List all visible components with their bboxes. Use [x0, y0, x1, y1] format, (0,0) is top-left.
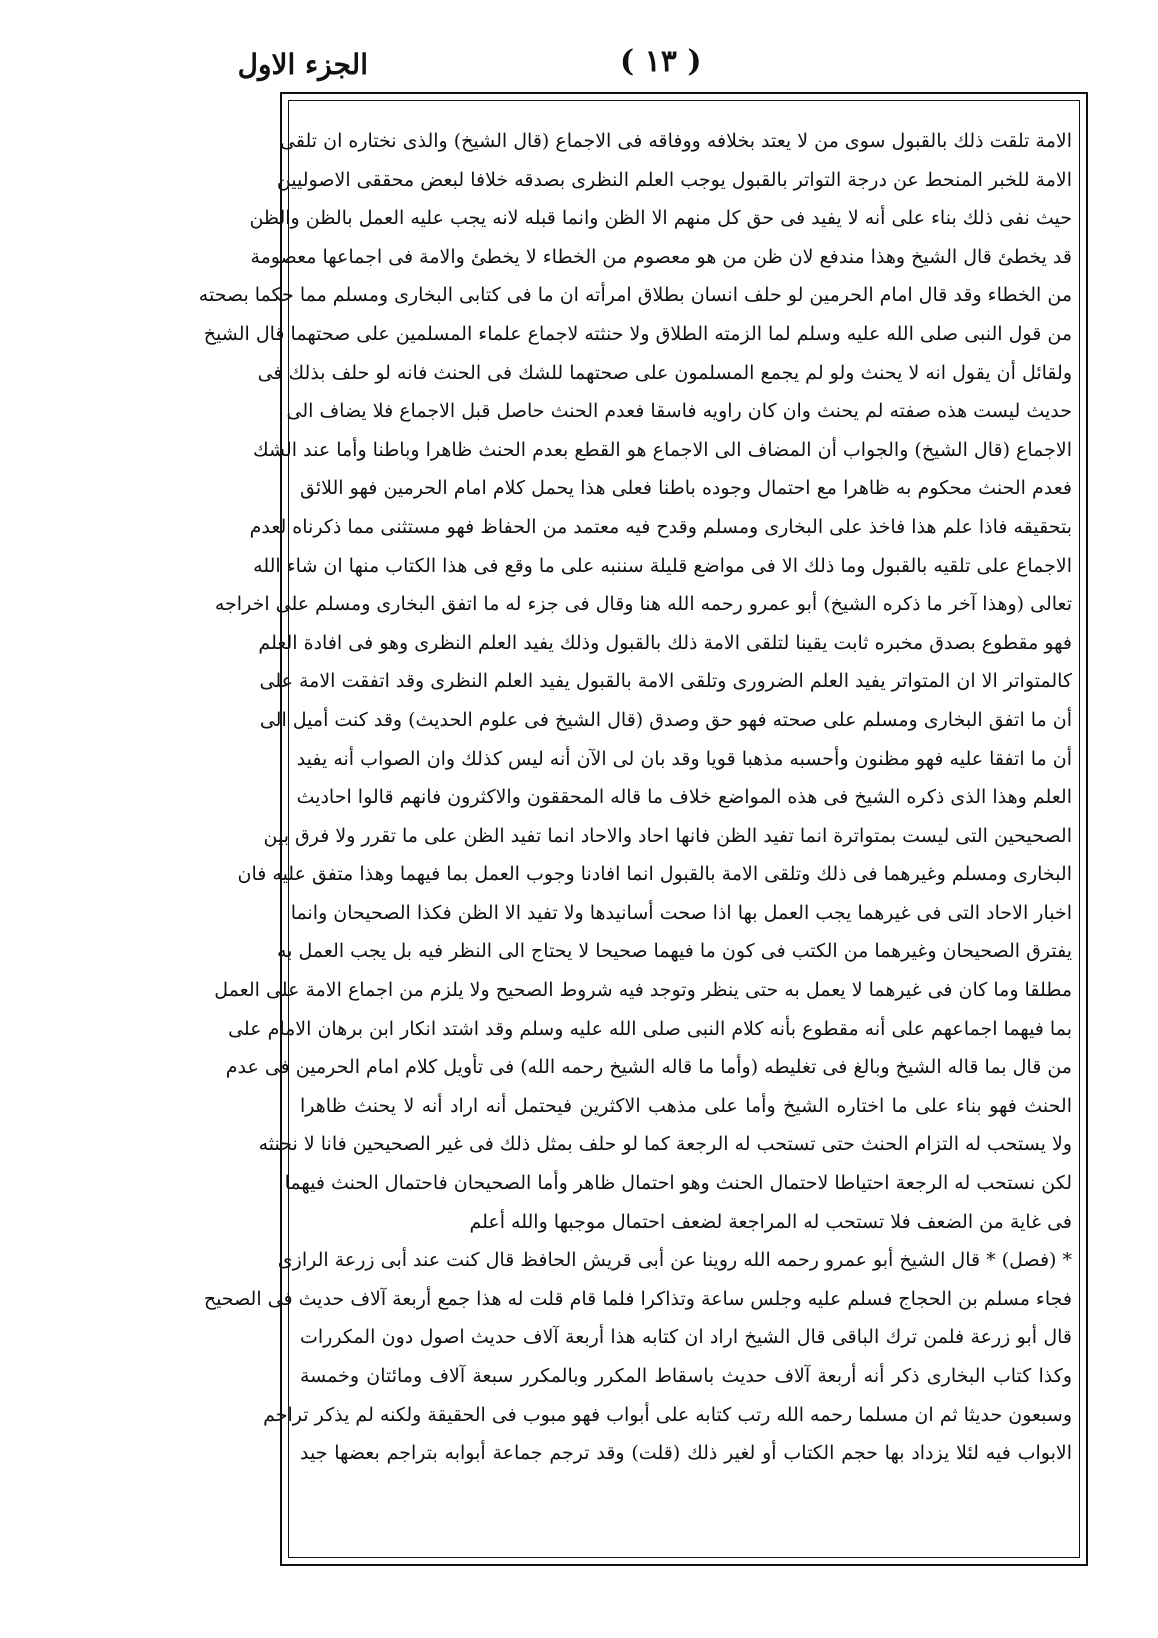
text-line: الامة للخبر المنحط عن درجة التواتر بالقبول يوجب العلم النظرى بصدقه خلافا لبعض محققى الاصوليين	[276, 168, 1072, 191]
text-line: كالمتواتر الا ان المتواتر يفيد العلم الضرورى وتلقى الامة بالقبول يفيد العلم النظرى وقد اتفقت الامة على	[259, 670, 1072, 693]
text-line: مطلقا وما كان فى غيرهما لا يعمل به حتى ينظر وتوجد فيه شروط الصحيح ولا يلزم من اجماع الامة على العمل	[214, 979, 1072, 1002]
text-line: العلم وهذا الذى ذكره الشيخ فى هذه المواضع خلاف ما قاله المحققون والاكثرون فانهم قالوا احاديث	[296, 786, 1072, 809]
text-line: الاجماع (قال الشيخ) والجواب أن المضاف الى الاجماع هو القطع بعدم الحنث ظاهرا وباطنا وأما عند الشك	[253, 438, 1072, 461]
text-line: بتحقيقه فاذا علم هذا فاخذ على البخارى ومسلم وقدح فيه معتمد من الحفاظ فهو مستثنى مما ذكرناه لعدم	[249, 515, 1072, 538]
body-text	[198, 122, 1072, 1556]
text-line: فجاء مسلم بن الحجاج فسلم عليه وجلس ساعة وتذاكرا فلما قام قلت له هذا جمع أربعة آلاف حديث فى الصحيح	[203, 1287, 1072, 1310]
text-line: تعالى (وهذا آخر ما ذكره الشيخ) أبو عمرو رحمه الله هنا وقال فى جزء له ما اتفق البخارى ومسلم على اخراجه	[214, 593, 1072, 616]
text-line: البخارى ومسلم وغيرهما فى ذلك وتلقى الامة بالقبول انما افادنا وجوب العمل بما فيهما وهذا متفق عليه فان	[237, 863, 1072, 886]
text-line: اخبار الاحاد التى فى غيرهما يجب العمل بها اذا صحت أسانيدها ولا تفيد الا الظن فكذا الصحيحان وانما	[290, 901, 1072, 924]
text-line: من قال بما قاله الشيخ وبالغ فى تغليطه (وأما ما قاله الشيخ رحمه الله) فى تأويل كلام امام الحرمين فى عدم	[225, 1056, 1072, 1079]
text-line: ولا يستحب له التزام الحنث حتى تستحب له الرجعة كما لو حلف بمثل ذلك فى غير الصحيحين فانا لا نحنثه	[258, 1133, 1072, 1156]
volume-label: الجزء الاول	[237, 48, 368, 81]
text-line: فى غاية من الضعف فلا تستحب له المراجعة لضعف احتمال موجبها والله أعلم	[469, 1210, 1072, 1233]
text-line: لكن نستحب له الرجعة احتياطا لاحتمال الحنث وهو احتمال ظاهر وأما الصحيحان فاحتمال الحنث فيهما	[284, 1172, 1072, 1195]
page-header	[0, 40, 1158, 100]
text-line: أن ما اتفقا عليه فهو مظنون وأحسبه مذهبا قويا وقد بان لى الآن أنه ليس كذلك وان الصواب أنه يفيد	[296, 747, 1072, 770]
text-line: بما فيهما اجماعهم على أنه مقطوع بأنه كلام النبى صلى الله عليه وسلم وقد اشتد انكار ابن برهان الامام على	[228, 1017, 1072, 1040]
text-line: قال أبو زرعة فلمن ترك الباقى قال الشيخ اراد ان كتابه هذا أربعة آلاف حديث اصول دون المكررات	[300, 1326, 1072, 1349]
section-heading-line: * (فصل) * قال الشيخ أبو عمرو رحمه الله روينا عن أبى قريش الحافظ قال كنت عند أبى زرعة الرازى	[277, 1249, 1072, 1272]
text-line: الصحيحين التى ليست بمتواترة انما تفيد الظن فانها احاد والاحاد انما تفيد الظن على ما تقرر ولا فرق بين	[263, 824, 1072, 847]
text-line: قد يخطئ قال الشيخ وهذا مندفع لان ظن من هو معصوم من الخطاء لا يخطئ والامة فى اجماعها معصومة	[250, 245, 1072, 268]
text-line: من الخطاء وقد قال امام الحرمين لو حلف انسان بطلاق امرأته ان ما فى كتابى البخارى ومسلم مما حكما بصحته	[198, 284, 1072, 307]
text-line: حديث ليست هذه صفته لم يحنث وان كان راويه فاسقا فعدم الحنث حاصل قبل الاجماع فلا يضاف الى	[286, 400, 1072, 423]
text-line: من قول النبى صلى الله عليه وسلم لما الزمته الطلاق ولا حنثته لاجماع علماء المسلمين على صحتهما قال الشيخ	[203, 322, 1072, 345]
page-number: ( ١٣ )	[620, 44, 702, 79]
text-line: الامة تلقت ذلك بالقبول سوى من لا يعتد بخلافه ووفاقه فى الاجماع (قال الشيخ) والذى نختاره ان تلقى	[280, 130, 1072, 152]
text-line: الحنث فهو بناء على ما اختاره الشيخ وأما على مذهب الاكثرين فيحتمل أنه اراد أنه لا يحنث ظاهرا	[300, 1094, 1072, 1117]
text-line: ولقائل أن يقول انه لا يحنث ولو لم يجمع المسلمون على صحتهما للشك فى الحنث فانه لو حلف بذلك فى	[257, 361, 1072, 384]
text-line: حيث نفى ذلك بناء على أنه لا يفيد فى حق كل منهم الا الظن وانما قبله لانه يجب عليه العمل بالظن والظن	[249, 207, 1072, 230]
text-line: أن ما اتفق البخارى ومسلم على صحته فهو حق وصدق (قال الشيخ فى علوم الحديث) وقد كنت أميل الى	[259, 708, 1072, 731]
text-line: الاجماع على تلقيه بالقبول وما ذلك الا فى مواضع قليلة سننبه على ما وقع فى هذا الكتاب منها ان شاء الله	[253, 554, 1072, 577]
text-line: يفترق الصحيحان وغيرهما من الكتب فى كون ما فيهما صحيحا لا يحتاج الى النظر فيه بل يجب العمل به	[277, 940, 1072, 963]
text-line: فعدم الحنث محكوم به ظاهرا مع احتمال وجوده باطنا فعلى هذا يحمل كلام امام الحرمين فهو اللائق	[300, 477, 1072, 500]
text-line: فهو مقطوع بصدق مخبره ثابت يقينا لتلقى الامة ذلك بالقبول وذلك يفيد العلم النظرى وهو فى افادة العلم	[258, 631, 1072, 654]
text-line: وكذا كتاب البخارى ذكر أنه أربعة آلاف حديث باسقاط المكرر وبالمكرر سبعة آلاف ومائتان وخمسة	[300, 1365, 1072, 1387]
text-line: وسبعون حديثا ثم ان مسلما رحمه الله رتب كتابه على أبواب فهو مبوب فى الحقيقة ولكنه لم يذكر تراجم	[263, 1403, 1072, 1426]
text-line: الابواب فيه لئلا يزداد بها حجم الكتاب أو لغير ذلك (قلت) وقد ترجم جماعة أبوابه بتراجم بعضها جيد	[300, 1442, 1072, 1465]
